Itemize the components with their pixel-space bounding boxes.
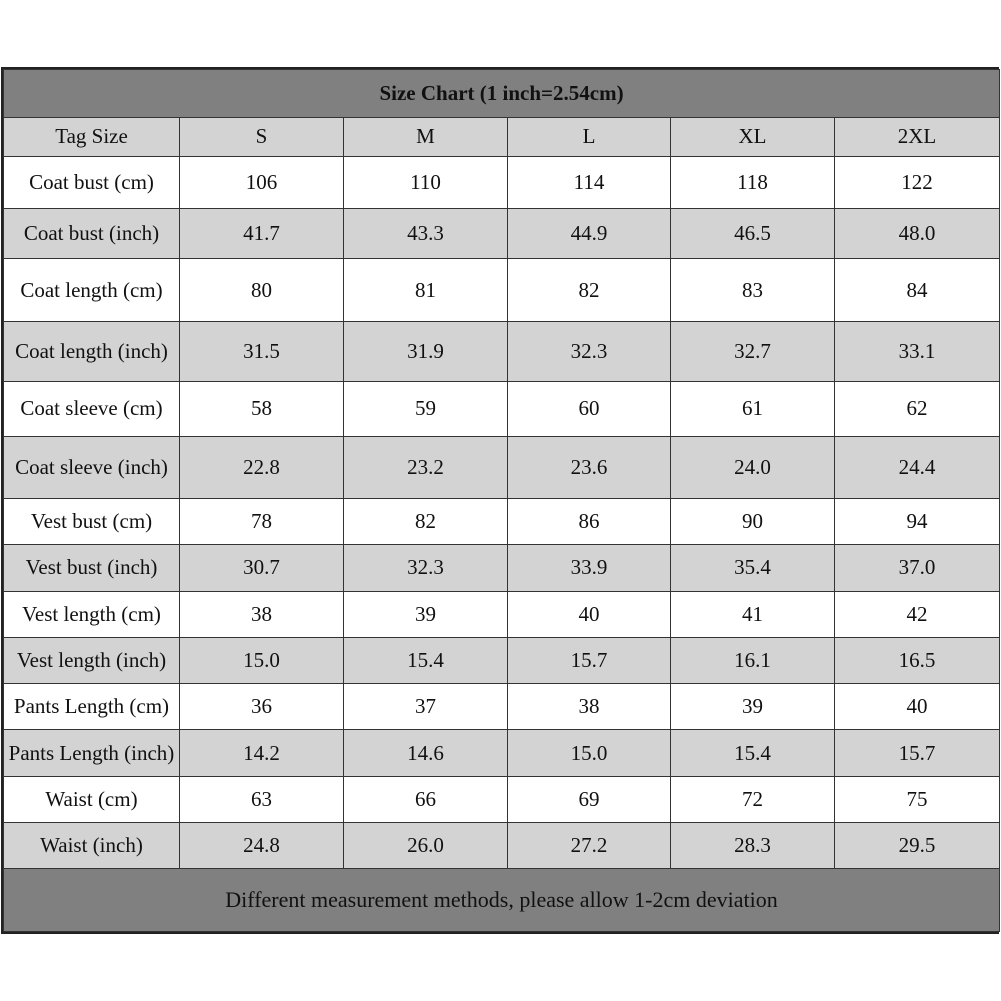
table-cell: 28.3 <box>671 823 835 869</box>
row-label: Vest length (inch) <box>4 637 180 683</box>
table-row <box>4 208 1000 258</box>
row-label: Coat sleeve (cm) <box>4 382 180 436</box>
table-cell: 40 <box>508 591 671 637</box>
table-cell: 83 <box>671 259 835 321</box>
table-cell: 40 <box>835 684 1000 730</box>
table-cell: 16.5 <box>835 637 1000 683</box>
table-cell: 38 <box>180 591 344 637</box>
table-cell: 32.3 <box>508 321 671 381</box>
table-cell: 61 <box>671 382 835 436</box>
header-size: 2XL <box>835 118 1000 156</box>
table-cell: 66 <box>344 776 508 822</box>
table-row <box>4 591 1000 637</box>
table-row <box>4 321 1000 381</box>
size-chart <box>1 67 999 934</box>
table-cell: 114 <box>508 156 671 208</box>
table-row <box>4 259 1000 321</box>
row-label: Vest length (cm) <box>4 591 180 637</box>
row-label: Vest bust (inch) <box>4 545 180 591</box>
header-size: XL <box>671 118 835 156</box>
table-row <box>4 730 1000 776</box>
row-label: Waist (inch) <box>4 823 180 869</box>
table-cell: 78 <box>180 498 344 544</box>
table-cell: 41 <box>671 591 835 637</box>
table-cell: 38 <box>508 684 671 730</box>
row-label: Coat bust (cm) <box>4 156 180 208</box>
table-cell: 90 <box>671 498 835 544</box>
table-row <box>4 498 1000 544</box>
table-cell: 82 <box>344 498 508 544</box>
table-cell: 27.2 <box>508 823 671 869</box>
row-label: Coat length (inch) <box>4 321 180 381</box>
table-cell: 41.7 <box>180 208 344 258</box>
table-cell: 15.0 <box>508 730 671 776</box>
table-cell: 15.7 <box>508 637 671 683</box>
table-cell: 72 <box>671 776 835 822</box>
table-cell: 14.6 <box>344 730 508 776</box>
row-label: Coat sleeve (inch) <box>4 436 180 498</box>
table-cell: 106 <box>180 156 344 208</box>
table-row <box>4 776 1000 822</box>
row-label: Coat length (cm) <box>4 259 180 321</box>
table-cell: 26.0 <box>344 823 508 869</box>
table-row <box>4 545 1000 591</box>
table-cell: 24.4 <box>835 436 1000 498</box>
table-row <box>4 156 1000 208</box>
table-cell: 15.4 <box>671 730 835 776</box>
table-cell: 16.1 <box>671 637 835 683</box>
table-cell: 58 <box>180 382 344 436</box>
header-row <box>4 118 1000 156</box>
table-row <box>4 684 1000 730</box>
table-cell: 82 <box>508 259 671 321</box>
table-cell: 39 <box>671 684 835 730</box>
table-cell: 43.3 <box>344 208 508 258</box>
table-cell: 36 <box>180 684 344 730</box>
header-label: Tag Size <box>4 118 180 156</box>
table-cell: 44.9 <box>508 208 671 258</box>
table-cell: 31.9 <box>344 321 508 381</box>
footer-note: Different measurement methods, please allow 1-2cm deviation <box>4 869 1000 932</box>
table-cell: 22.8 <box>180 436 344 498</box>
table-cell: 69 <box>508 776 671 822</box>
row-label: Pants Length (inch) <box>4 730 180 776</box>
table-cell: 94 <box>835 498 1000 544</box>
row-label: Pants Length (cm) <box>4 684 180 730</box>
table-cell: 24.8 <box>180 823 344 869</box>
size-chart-table <box>3 69 1000 932</box>
table-cell: 15.4 <box>344 637 508 683</box>
table-cell: 86 <box>508 498 671 544</box>
table-row <box>4 823 1000 869</box>
table-cell: 39 <box>344 591 508 637</box>
table-row <box>4 382 1000 436</box>
row-label: Coat bust (inch) <box>4 208 180 258</box>
table-cell: 80 <box>180 259 344 321</box>
table-cell: 30.7 <box>180 545 344 591</box>
table-cell: 15.0 <box>180 637 344 683</box>
header-size: L <box>508 118 671 156</box>
table-cell: 59 <box>344 382 508 436</box>
table-row <box>4 436 1000 498</box>
table-cell: 122 <box>835 156 1000 208</box>
table-row <box>4 637 1000 683</box>
table-cell: 110 <box>344 156 508 208</box>
table-cell: 14.2 <box>180 730 344 776</box>
table-cell: 37.0 <box>835 545 1000 591</box>
table-cell: 32.7 <box>671 321 835 381</box>
table-cell: 33.1 <box>835 321 1000 381</box>
table-cell: 42 <box>835 591 1000 637</box>
table-cell: 84 <box>835 259 1000 321</box>
table-cell: 23.2 <box>344 436 508 498</box>
table-cell: 35.4 <box>671 545 835 591</box>
table-cell: 46.5 <box>671 208 835 258</box>
table-cell: 48.0 <box>835 208 1000 258</box>
header-size: M <box>344 118 508 156</box>
table-cell: 29.5 <box>835 823 1000 869</box>
table-cell: 23.6 <box>508 436 671 498</box>
table-cell: 62 <box>835 382 1000 436</box>
header-size: S <box>180 118 344 156</box>
table-cell: 15.7 <box>835 730 1000 776</box>
table-cell: 118 <box>671 156 835 208</box>
row-label: Vest bust (cm) <box>4 498 180 544</box>
table-cell: 63 <box>180 776 344 822</box>
chart-title: Size Chart (1 inch=2.54cm) <box>4 70 1000 118</box>
table-cell: 60 <box>508 382 671 436</box>
table-cell: 33.9 <box>508 545 671 591</box>
row-label: Waist (cm) <box>4 776 180 822</box>
table-cell: 24.0 <box>671 436 835 498</box>
table-cell: 81 <box>344 259 508 321</box>
table-cell: 31.5 <box>180 321 344 381</box>
table-cell: 75 <box>835 776 1000 822</box>
table-cell: 32.3 <box>344 545 508 591</box>
table-cell: 37 <box>344 684 508 730</box>
